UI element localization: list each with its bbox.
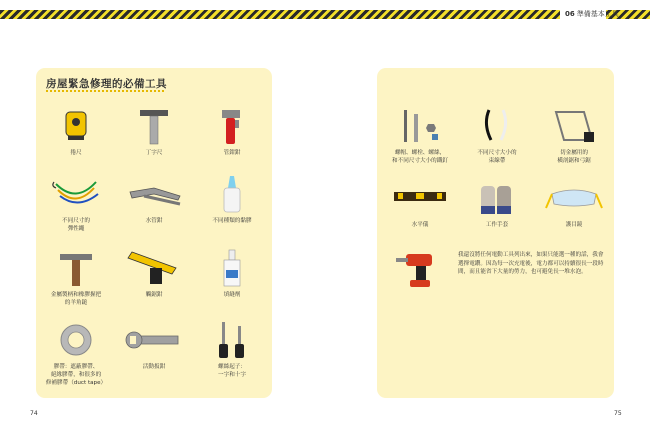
tool-label: 觸鋸鉗 — [145, 292, 163, 298]
tool-item — [197, 248, 267, 299]
panel-title: 房屋緊急修理的必備工具 — [46, 78, 167, 90]
bow-saw-icon — [544, 106, 604, 146]
tool-label: 金屬製柄和橡膠握把 的羊角鎚 — [50, 292, 102, 306]
tape-roll-icon — [46, 320, 106, 360]
tool-label: 捲尺 — [70, 150, 82, 156]
tool-item — [119, 174, 189, 225]
screwdrivers-icon — [202, 320, 262, 360]
tool-item — [197, 320, 267, 379]
tool-item — [197, 106, 267, 157]
tool-label: 填縫劑 — [223, 292, 241, 298]
work-gloves-icon — [467, 178, 527, 218]
tool-label: 水管鉗 — [145, 218, 163, 224]
tool-item — [462, 106, 532, 165]
chapter-number: 06 — [565, 10, 575, 18]
right-tools-panel — [377, 68, 614, 398]
claw-hammer-icon — [46, 248, 106, 288]
tool-item — [385, 178, 455, 229]
cable-ties-icon — [467, 106, 527, 146]
header-stripe-left — [0, 10, 560, 19]
glue-bottle-icon — [202, 174, 262, 214]
tool-item — [41, 174, 111, 233]
tool-label: 切金屬用的 橫剖鋸和弓鋸 — [557, 150, 591, 164]
tool-label: 螺絲起子： 一字和十字 — [218, 364, 246, 378]
drill-description: 我還沒將任何電動工具列出來，如果只能選一種的話，我會選擇電鑽。因為每一次充電後，電力都可以持續很長一段時間，而且能省下大量的勞力，也可避免長一堆水泡。 — [458, 252, 604, 276]
hacksaw-icon — [124, 248, 184, 288]
tape-measure-icon — [46, 106, 106, 146]
caulk-tube-icon — [202, 248, 262, 288]
tool-label: 螺帽、螺栓、螺絲， 和不同尺寸大小的鐵釘 — [392, 150, 448, 164]
drill-item — [385, 246, 455, 290]
dotted-underline — [46, 90, 166, 92]
tool-label: 水平儀 — [411, 222, 429, 228]
tool-item — [539, 106, 609, 165]
tool-label: 不同尺寸的 彈性繩 — [62, 218, 90, 232]
tool-label: 管鉗鉗 — [223, 150, 241, 156]
tool-item — [119, 320, 189, 371]
spirit-level-icon — [390, 178, 450, 218]
tool-item — [119, 248, 189, 299]
tool-label: 護目鏡 — [565, 222, 583, 228]
left-tools-panel — [36, 68, 272, 398]
tool-item — [119, 106, 189, 157]
tool-item — [462, 178, 532, 229]
tool-label: 工作手套 — [485, 222, 509, 228]
tool-item — [41, 320, 111, 387]
nuts-bolts-icon — [390, 106, 450, 146]
page-number-left: 74 — [30, 410, 38, 417]
tool-item — [385, 106, 455, 165]
chapter-tag — [565, 8, 619, 21]
tool-item — [197, 174, 267, 225]
tool-item — [41, 248, 111, 307]
tool-label: 活動扳鉗 — [142, 364, 166, 370]
page-number-right: 75 — [614, 410, 622, 417]
adjustable-wrench-icon — [124, 320, 184, 360]
tool-item — [539, 178, 609, 229]
safety-goggles-icon — [544, 178, 604, 218]
tool-label: 丁字尺 — [145, 150, 163, 156]
cordless-drill-icon — [390, 246, 450, 290]
tool-label: 不同種類的黏膠 — [212, 218, 252, 224]
t-square-icon — [124, 106, 184, 146]
tool-label: 膠帶：遮蔽膠帶、 絕緣膠帶，和很多的 修補膠帶（duct tape） — [45, 364, 107, 386]
tool-label: 不同尺寸大小的 束線帶 — [477, 150, 517, 164]
pipe-wrench-icon — [202, 106, 262, 146]
chapter-title: 準備基本工具 — [576, 10, 619, 18]
bungee-cord-icon — [46, 174, 106, 214]
locking-pliers-icon — [124, 174, 184, 214]
tool-item — [41, 106, 111, 157]
